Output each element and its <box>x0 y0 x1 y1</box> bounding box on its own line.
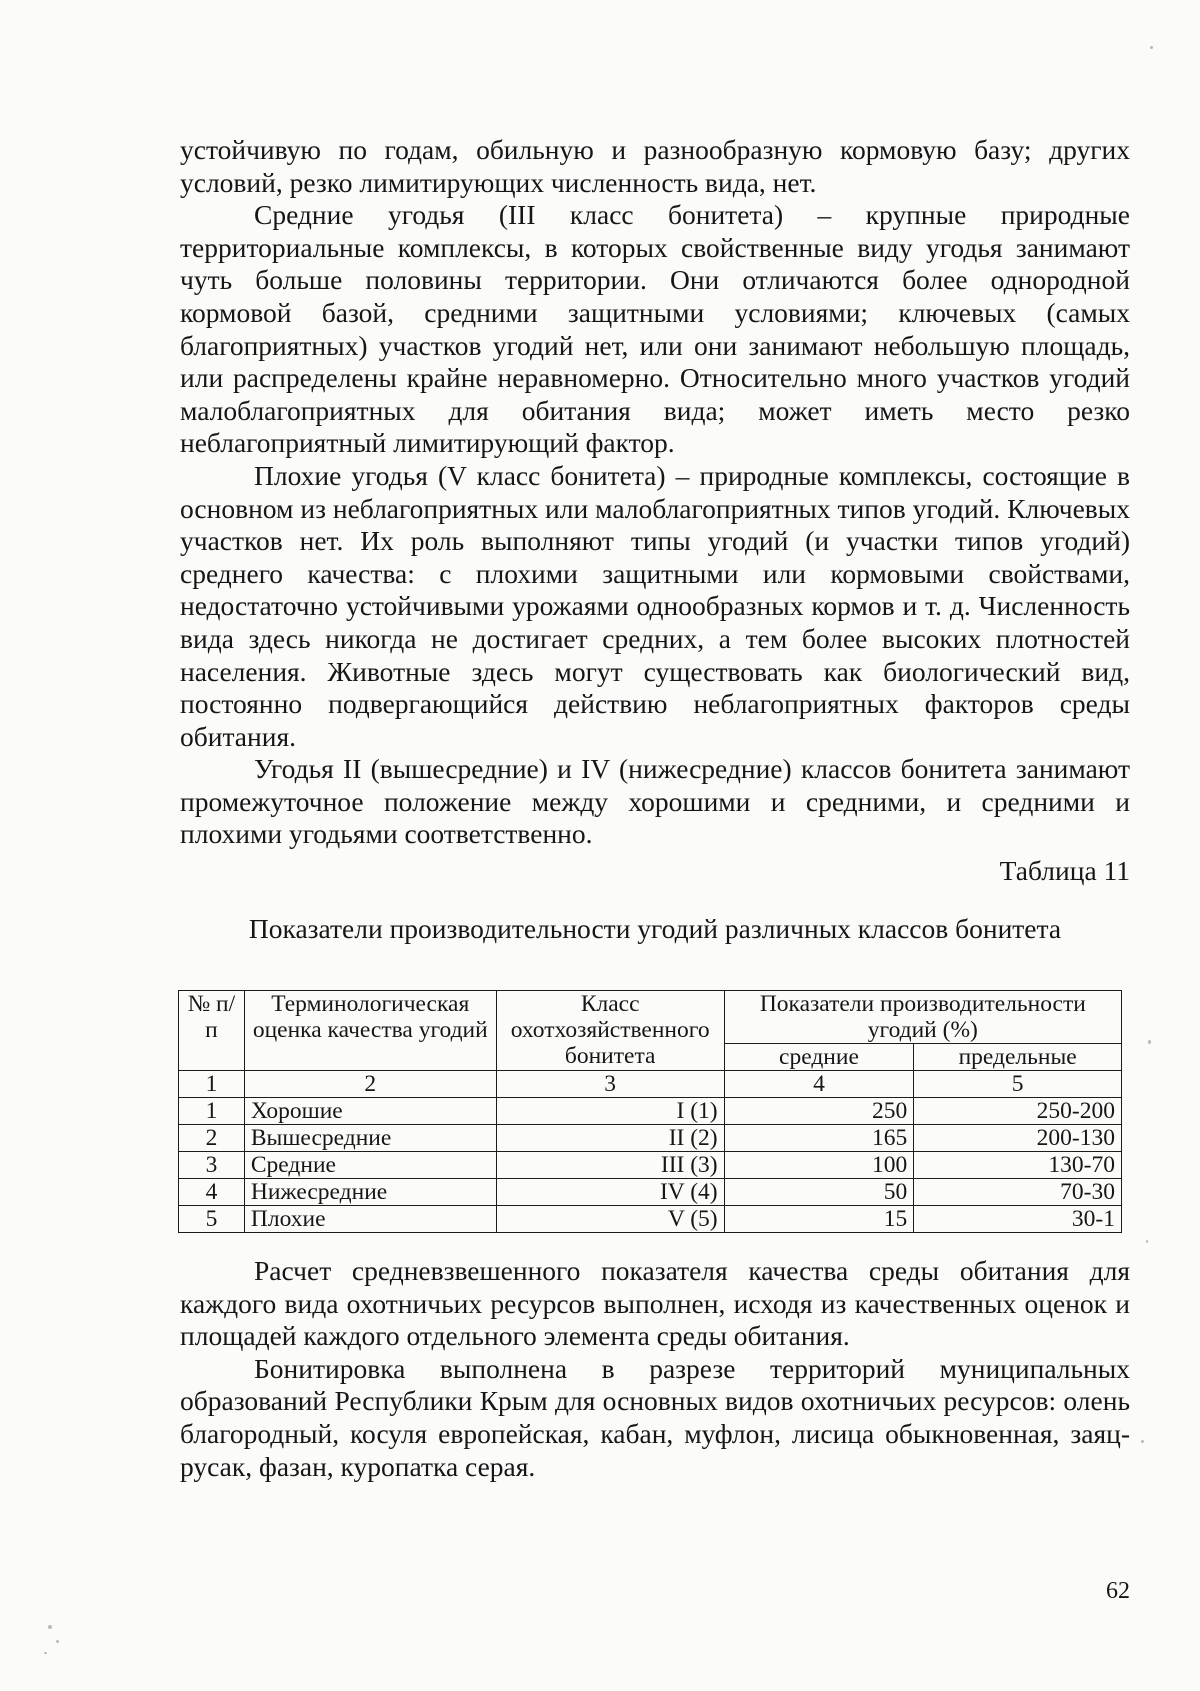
paragraph: Плохие угодья (V класс бонитета) – природные комплексы, состоящие в основном из неблагоприятных или малоблагоприятных типов угодий. Ключевых участков нет. Их роль выполняют типы угодий (и участки типов угодий) среднего качества: с плохими защитными или кормовыми свойствами, недостаточно устойчивыми урожаями однообразных кормов и т. д. Численность вида здесь никогда не достигает средних, а тем более высоких плотностей населения. Животные здесь могут существовать как биологический вид, постоянно подвергающийся действию неблагоприятных факторов среды обитания. <box>180 459 1130 752</box>
cell-class: III (3) <box>496 1152 724 1179</box>
table-title: Показатели производительности угодий различных классов бонитета <box>248 913 1062 944</box>
cell-assessment: Плохие <box>244 1206 496 1233</box>
cell-average: 15 <box>724 1206 914 1233</box>
cell-assessment: Вышесредние <box>244 1125 496 1152</box>
cell-assessment: Средние <box>244 1152 496 1179</box>
cell-limit: 200-130 <box>914 1125 1122 1152</box>
page-number: 62 <box>1106 1578 1130 1604</box>
cell-average: 165 <box>724 1125 914 1152</box>
cell-average: 50 <box>724 1179 914 1206</box>
paragraph: Средние угодья (III класс бонитета) – крупные природные территориальные комплексы, в которых свойственные виду угодья занимают чуть больше половины территории. Они отличаются более однородной кормовой базой, средними защитными условиями; ключевых (самых благоприятных) участков угодий нет, или они занимают небольшую площадь, или распределены крайне неравномерно. Относительно много участков угодий малоблагоприятных для обитания вида; может иметь место резко неблагоприятный лимитирующий фактор. <box>180 199 1130 459</box>
header-limit: предельные <box>914 1044 1122 1071</box>
cell-limit: 130-70 <box>914 1152 1122 1179</box>
table-label: Таблица 11 <box>999 855 1130 886</box>
cell-class: IV (4) <box>496 1179 724 1206</box>
column-number: 5 <box>914 1071 1122 1098</box>
header-indicators: Показатели производительности угодий (%) <box>724 991 1121 1044</box>
column-number: 1 <box>179 1071 245 1098</box>
column-number: 2 <box>244 1071 496 1098</box>
cell-num: 3 <box>179 1152 245 1179</box>
cell-assessment: Нижесредние <box>244 1179 496 1206</box>
column-number-row <box>179 1071 1122 1098</box>
cell-num: 1 <box>179 1098 245 1125</box>
header-assessment: Терминологическая оценка качества угодий <box>244 991 496 1071</box>
scan-speck <box>48 1625 52 1629</box>
header-average: средние <box>724 1044 914 1071</box>
paragraph: Угодья II (вышесредние) и IV (нижесредние) классов бонитета занимают промежуточное положение между хорошими и средними, и средними и плохими угодьями соответственно. <box>180 753 1130 850</box>
header-num: № п/п <box>179 991 245 1071</box>
column-number: 4 <box>724 1071 914 1098</box>
cell-limit: 30-1 <box>914 1206 1122 1233</box>
scan-speck <box>1148 1040 1151 1044</box>
cell-class: V (5) <box>496 1206 724 1233</box>
header-class: Класс охотхозяйственного бонитета <box>496 991 724 1071</box>
table-row <box>179 1152 1122 1179</box>
scan-speck <box>1150 46 1153 49</box>
scan-speck <box>44 1652 47 1654</box>
paragraph: устойчивую по годам, обильную и разнообразную кормовую базу; других условий, резко лимитирующих численность вида, нет. <box>180 134 1130 198</box>
cell-assessment: Хорошие <box>244 1098 496 1125</box>
paragraph: Бонитировка выполнена в разрезе территорий муниципальных образований Республики Крым для основных видов охотничьих ресурсов: олень благородный, косуля европейская, кабан, муфлон, лисица обыкновенная, заяц-русак, фазан, куропатка серая. <box>180 1352 1130 1482</box>
column-number: 3 <box>496 1071 724 1098</box>
cell-limit: 70-30 <box>914 1179 1122 1206</box>
cell-num: 5 <box>179 1206 245 1233</box>
paragraph: Расчет средневзвешенного показателя качества среды обитания для каждого вида охотничьих ресурсов выполнен, исходя из качественных оценок и площадей каждого отдельного элемента среды обитания. <box>180 1255 1130 1352</box>
table-header-row <box>179 991 1122 1044</box>
scan-speck <box>1141 1440 1144 1443</box>
table-row <box>179 1125 1122 1152</box>
productivity-table <box>178 990 1122 1233</box>
body-text-bottom <box>180 1255 1130 1483</box>
scan-speck <box>1146 1240 1148 1243</box>
table-row <box>179 1206 1122 1233</box>
table-row <box>179 1098 1122 1125</box>
cell-num: 2 <box>179 1125 245 1152</box>
body-text-top <box>180 134 1130 851</box>
cell-average: 250 <box>724 1098 914 1125</box>
cell-average: 100 <box>724 1152 914 1179</box>
cell-class: II (2) <box>496 1125 724 1152</box>
cell-num: 4 <box>179 1179 245 1206</box>
cell-limit: 250-200 <box>914 1098 1122 1125</box>
cell-class: I (1) <box>496 1098 724 1125</box>
table-row <box>179 1179 1122 1206</box>
scan-speck <box>56 1640 59 1643</box>
